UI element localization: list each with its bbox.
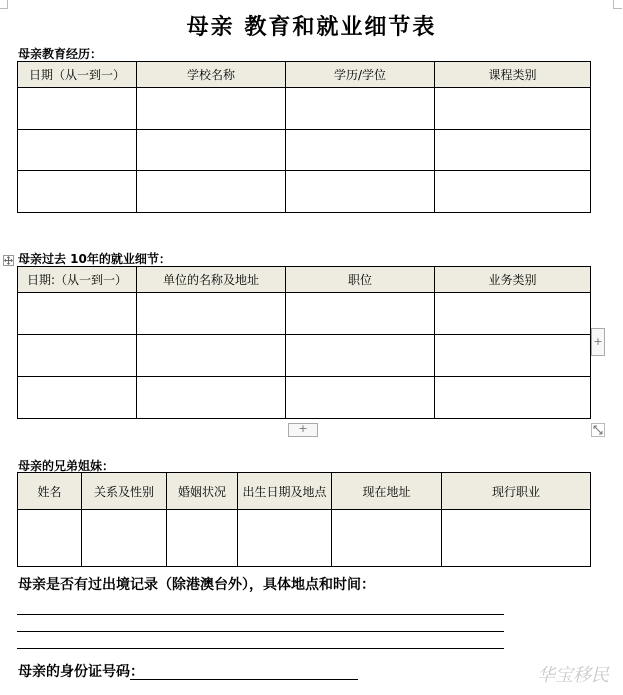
employment-header-company: 单位的名称及地址 <box>137 267 286 293</box>
education-header-date: 日期（从一到一） <box>18 62 137 88</box>
employment-table <box>17 266 591 419</box>
siblings-header-name: 姓名 <box>18 473 82 510</box>
add-row-button[interactable]: + <box>288 423 318 437</box>
education-header-degree: 学历/学位 <box>286 62 435 88</box>
document-title: 母亲 教育和就业细节表 <box>186 14 437 40</box>
table-cell[interactable] <box>82 510 167 567</box>
watermark-logo: 华宝移民 <box>537 665 609 686</box>
siblings-header-birth: 出生日期及地点 <box>238 473 332 510</box>
table-cell[interactable] <box>137 335 286 377</box>
table-move-handle-icon[interactable] <box>3 251 14 262</box>
table-cell[interactable] <box>286 130 435 171</box>
table-cell[interactable] <box>18 510 82 567</box>
siblings-header-marital: 婚姻状况 <box>167 473 238 510</box>
table-cell[interactable] <box>286 377 435 419</box>
table-resize-handle-icon[interactable] <box>591 422 605 436</box>
table-row <box>18 171 591 213</box>
table-row <box>18 510 591 567</box>
table-cell[interactable] <box>137 377 286 419</box>
table-cell[interactable] <box>435 293 591 335</box>
table-cell[interactable] <box>18 293 137 335</box>
employment-header-date: 日期:（从一到一） <box>18 267 137 293</box>
id-number-label: 母亲的身份证号码： <box>18 664 144 680</box>
table-cell[interactable] <box>286 335 435 377</box>
siblings-section-label: 母亲的兄弟姐妹： <box>18 459 115 473</box>
education-section-label: 母亲教育经历： <box>18 47 103 61</box>
education-header-school: 学校名称 <box>137 62 286 88</box>
table-row <box>18 293 591 335</box>
table-cell[interactable] <box>167 510 238 567</box>
table-cell[interactable] <box>435 335 591 377</box>
employment-header-row <box>18 267 591 293</box>
education-header-row <box>18 62 591 88</box>
answer-line[interactable] <box>17 631 504 632</box>
table-cell[interactable] <box>18 377 137 419</box>
table-row <box>18 377 591 419</box>
table-cell[interactable] <box>18 130 137 171</box>
education-table <box>17 61 591 213</box>
table-cell[interactable] <box>442 510 591 567</box>
employment-section-label: 母亲过去 10年的就业细节： <box>18 252 171 266</box>
table-cell[interactable] <box>18 88 137 130</box>
table-cell[interactable] <box>435 130 591 171</box>
answer-line[interactable] <box>17 648 504 649</box>
table-cell[interactable] <box>435 377 591 419</box>
table-cell[interactable] <box>435 88 591 130</box>
siblings-table <box>17 472 591 567</box>
siblings-header-address: 现在地址 <box>332 473 442 510</box>
table-cell[interactable] <box>137 88 286 130</box>
page-corner-mark-left <box>0 0 8 9</box>
table-cell[interactable] <box>137 293 286 335</box>
table-cell[interactable] <box>137 130 286 171</box>
id-number-field[interactable] <box>130 679 358 680</box>
education-header-course: 课程类别 <box>435 62 591 88</box>
table-cell[interactable] <box>18 171 137 213</box>
table-cell[interactable] <box>286 171 435 213</box>
table-row <box>18 130 591 171</box>
table-row <box>18 88 591 130</box>
siblings-header-relation: 关系及性别 <box>82 473 167 510</box>
page-corner-mark-right <box>613 0 622 9</box>
table-cell[interactable] <box>137 171 286 213</box>
answer-line[interactable] <box>17 614 504 615</box>
employment-header-business: 业务类别 <box>435 267 591 293</box>
employment-header-position: 职位 <box>286 267 435 293</box>
siblings-header-row <box>18 473 591 510</box>
add-column-button[interactable]: + <box>591 328 605 356</box>
table-cell[interactable] <box>286 293 435 335</box>
travel-question-label: 母亲是否有过出境记录（除港澳台外），具体地点和时间： <box>18 577 375 593</box>
siblings-header-occupation: 现行职业 <box>442 473 591 510</box>
table-cell[interactable] <box>435 171 591 213</box>
table-row <box>18 335 591 377</box>
table-cell[interactable] <box>332 510 442 567</box>
table-cell[interactable] <box>18 335 137 377</box>
table-cell[interactable] <box>238 510 332 567</box>
table-cell[interactable] <box>286 88 435 130</box>
